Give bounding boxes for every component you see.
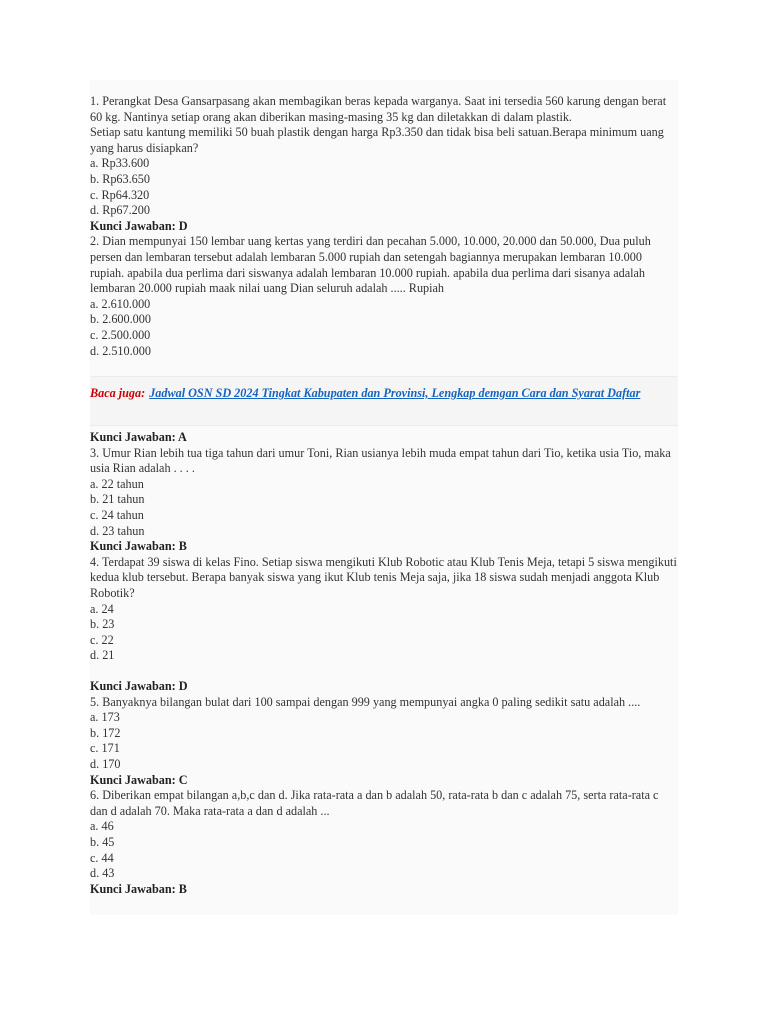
answer-key: Kunci Jawaban: D <box>90 218 188 233</box>
question-5-text: 5. Banyaknya bilangan bulat dari 100 sampai dengan 999 yang mempunyai angka 0 paling sedikit satu adalah .... <box>90 694 641 709</box>
option-d: d. 170 <box>90 756 121 771</box>
option-c: c. Rp64.320 <box>90 187 150 202</box>
question-text: 1. Perangkat Desa Gansarpasang akan membagikan beras kepada warganya. Saat ini tersedia 560 karung dengan berat 60 kg. Nantinya setiap orang akan diberikan masing-masing 35 kg dan diletakkan di dalam plastik. <box>90 94 667 124</box>
question-5-6 <box>90 679 678 897</box>
question-3-text: 3. Umur Rian lebih tua tiga tahun dari umur Toni, Rian usianya lebih muda empat tahun dari Tio, ketika usia Tio, maka usia Rian adalah . . . . <box>90 445 671 476</box>
option-a: a. Rp33.600 <box>90 156 150 171</box>
question-3-4 <box>90 430 678 664</box>
answer-key: Kunci Jawaban: A <box>90 430 187 444</box>
option-c: c. 44 <box>90 850 114 865</box>
option-a: a. 2.610.000 <box>90 296 151 311</box>
option-a: a. 46 <box>90 819 114 834</box>
answer-key: Kunci Jawaban: B <box>90 881 187 896</box>
option-d: d. 23 tahun <box>90 523 145 538</box>
question-1 <box>90 94 678 359</box>
option-d: d. 21 <box>90 648 115 663</box>
option-b: b. 2.600.000 <box>90 312 151 327</box>
question-2-text: 2. Dian mempunyai 150 lembar uang kertas yang terdiri dan pecahan 5.000, 10.000, 20.000 dan 50.000, Dua puluh persen dan lembaran tersebut adalah lembaran 5.000 rupiah dan setengah bagiannya merupakan lembaran 10.000 rupiah. apabila dua perlima dari siswanya adalah lembaran 10.000 rupiah. apabila dua perlima dari sisanya adalah lembaran 20.000 rupiah maak nilai uang Dian seluruh adalah ..... Rupiah <box>90 234 651 296</box>
option-a: a. 173 <box>90 710 120 725</box>
option-b: b. Rp63.650 <box>90 171 150 186</box>
option-d: d. 43 <box>90 866 115 881</box>
option-b: b. 45 <box>90 834 115 849</box>
article-content <box>90 80 678 915</box>
answer-key: Kunci Jawaban: B <box>90 539 187 554</box>
answer-key: Kunci Jawaban: D <box>90 679 188 693</box>
option-c: c. 171 <box>90 741 120 756</box>
option-b: b. 21 tahun <box>90 492 145 507</box>
related-article-box <box>90 376 678 426</box>
related-label: Baca juga: <box>90 386 146 400</box>
option-c: c. 24 tahun <box>90 507 144 522</box>
question-4-text: 4. Terdapat 39 siswa di kelas Fino. Setiap siswa mengikuti Klub Robotic atau Klub Tenis Meja, tetapi 5 siswa mengikuti kedua klub tersebut. Berapa banyak siswa yang ikut Klub tenis Meja saja, jika 18 siswa sudah menjadi anggota Klub Robotik? <box>90 554 677 600</box>
related-article-link[interactable]: Jadwal OSN SD 2024 Tingkat Kabupaten dan Provinsi, Lengkap demgan Cara dan Syarat Daftar <box>149 386 641 400</box>
option-b: b. 23 <box>90 617 115 632</box>
option-a: a. 24 <box>90 601 114 616</box>
question-6-text: 6. Diberikan empat bilangan a,b,c dan d. Jika rata-rata a dan b adalah 50, rata-rata b dan c adalah 75, serta rata-rata c dan d adalah 70. Maka rata-rata a dan d adalah ... <box>90 788 659 818</box>
option-a: a. 22 tahun <box>90 476 144 491</box>
option-c: c. 22 <box>90 632 114 647</box>
option-d: d. 2.510.000 <box>90 343 151 358</box>
option-d: d. Rp67.200 <box>90 203 150 218</box>
answer-key: Kunci Jawaban: C <box>90 772 188 787</box>
option-b: b. 172 <box>90 725 121 740</box>
question-text-continued: Setiap satu kantung memiliki 50 buah plastik dengan harga Rp3.350 dan tidak bisa beli satuan.Berapa minimum uang yang harus disiapkan? <box>90 125 664 155</box>
option-c: c. 2.500.000 <box>90 327 151 342</box>
